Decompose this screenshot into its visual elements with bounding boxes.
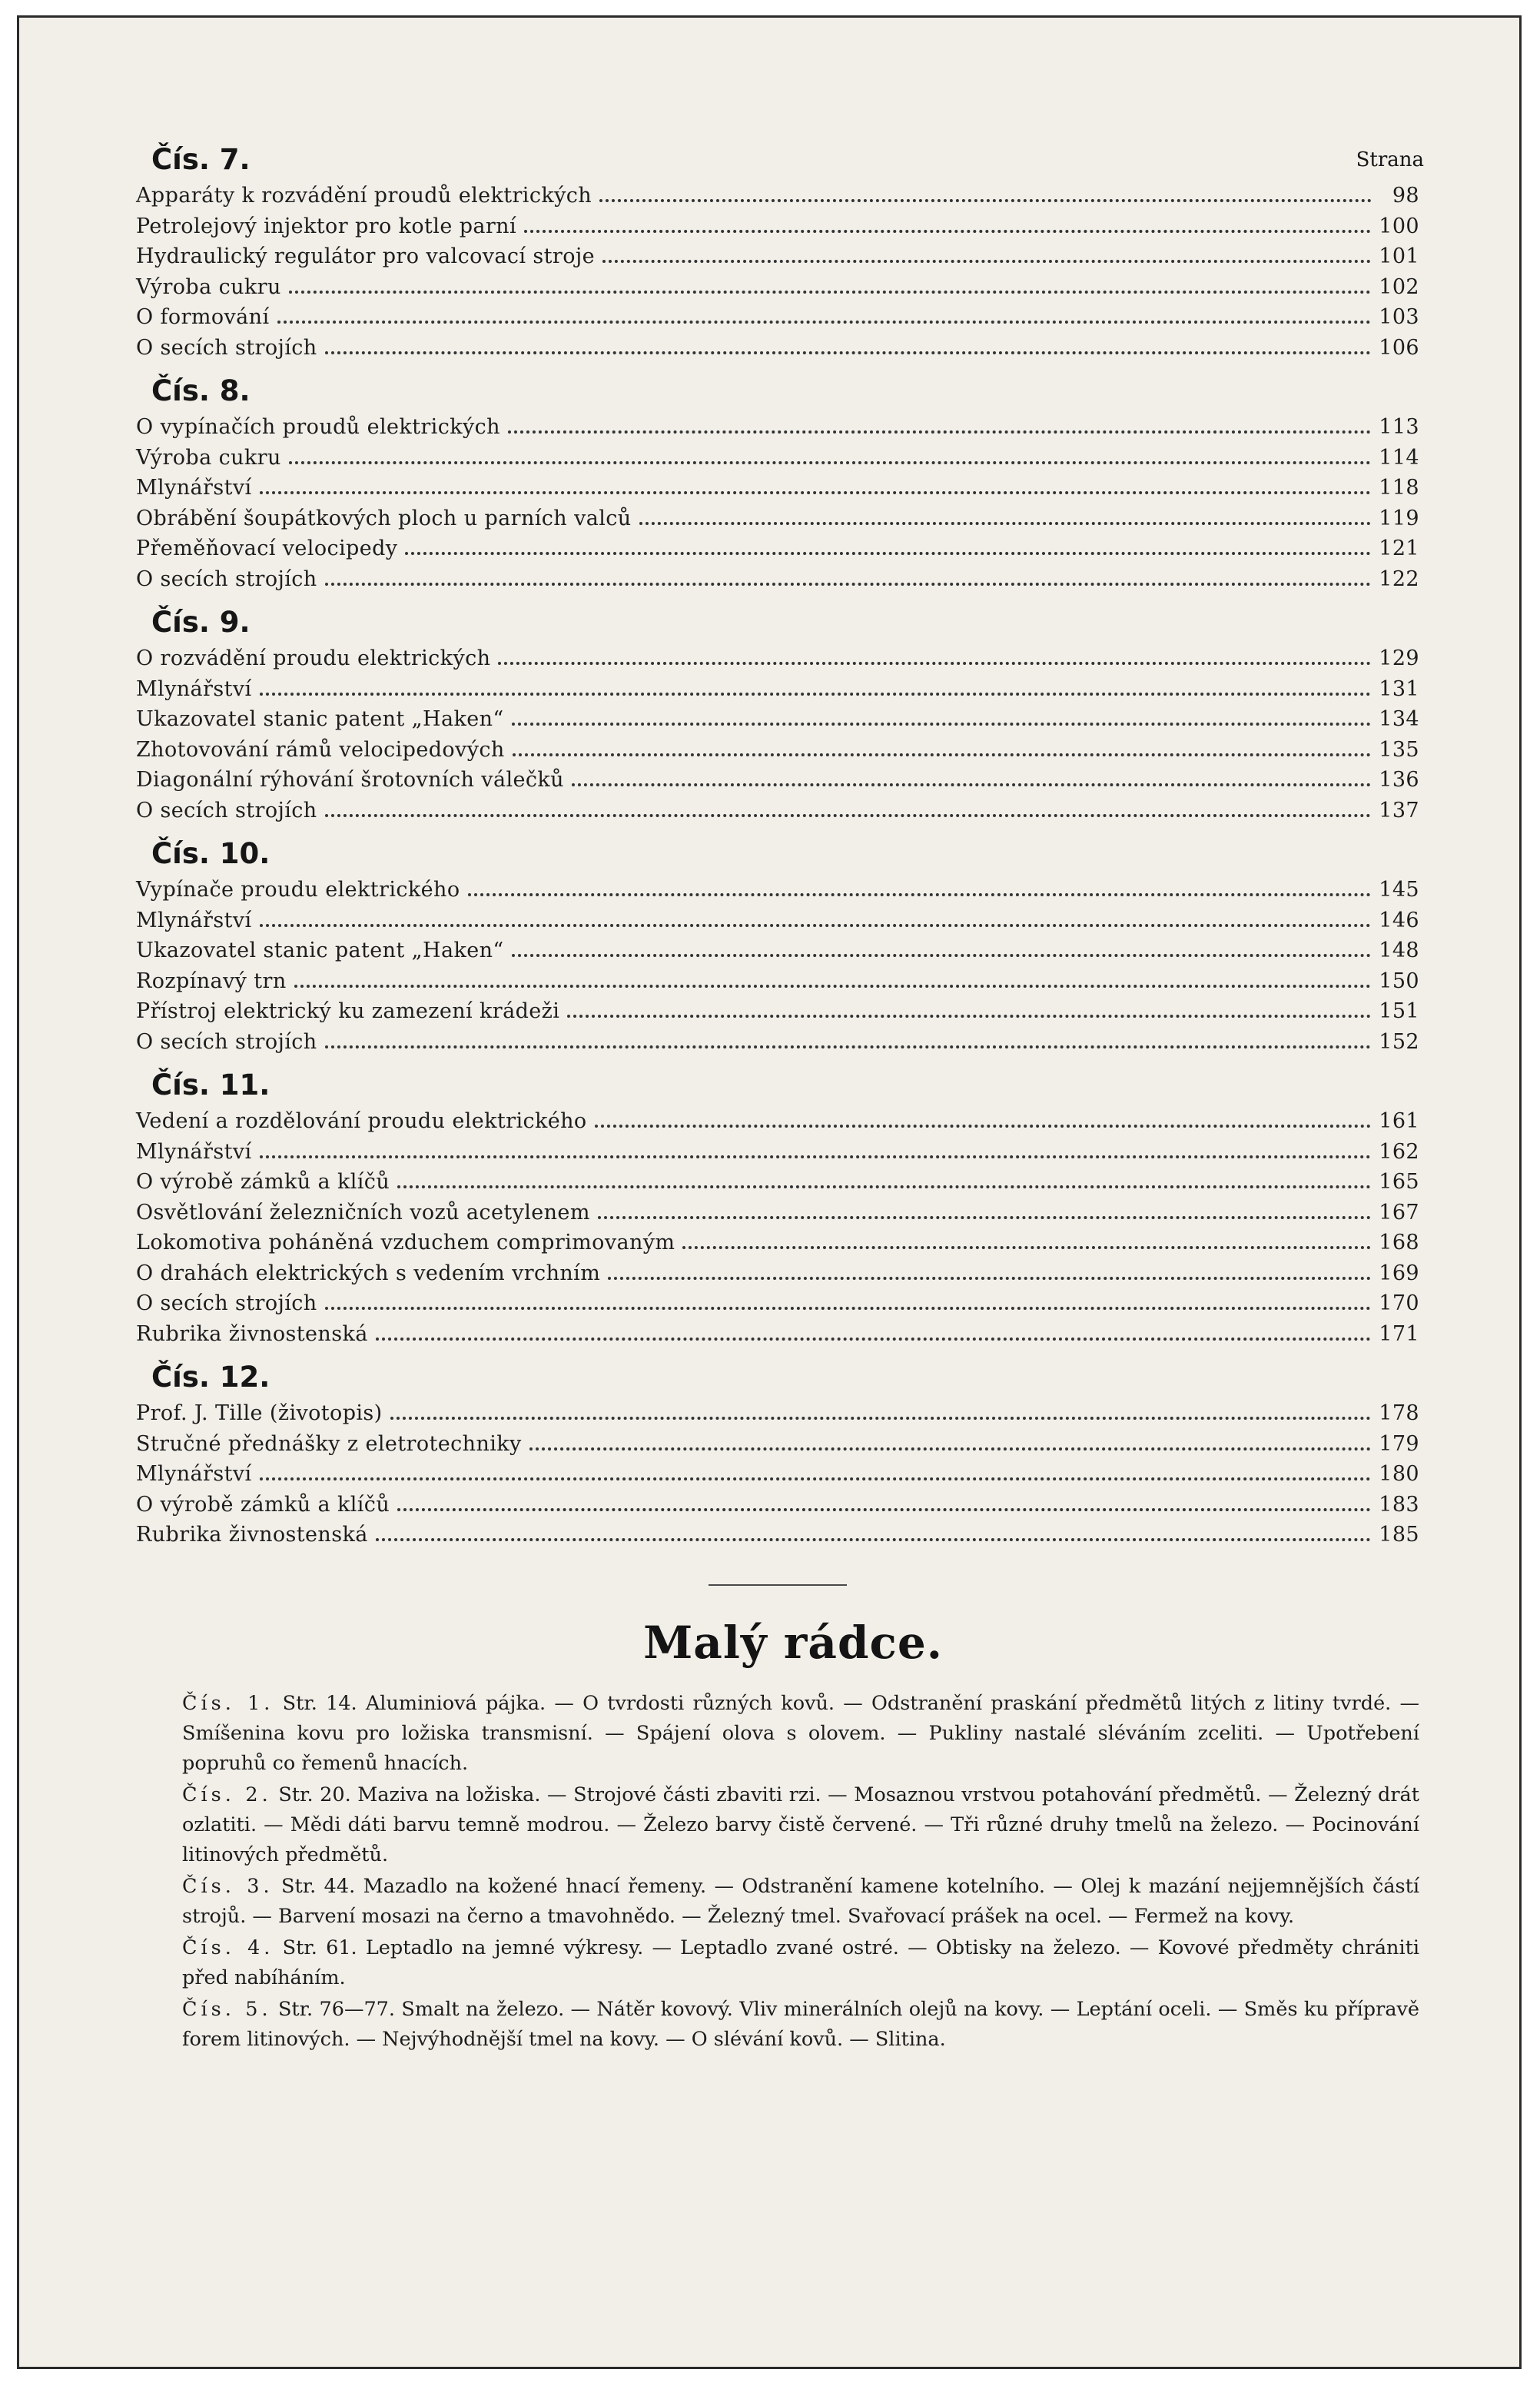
issue-heading: Čís. 8. [151,374,251,407]
toc-title: Hydraulický regulátor pro valcovací stroje [136,244,596,268]
toc-title: Výroba cukru [136,445,281,470]
toc-list [136,1109,1419,1352]
toc-page: 145 [1379,878,1419,902]
toc-entry [136,1231,1419,1261]
radce-paragraph [136,1872,1419,1932]
toc-title: Osvětlování železničních vozů acetylenem [136,1200,590,1225]
dot-leader [512,723,1372,726]
toc-title: O výrobě zámků a klíčů [136,1492,390,1517]
toc-entry [136,1493,1419,1524]
radce-paragraph [136,1995,1419,2055]
dot-leader [512,954,1372,957]
issue-label: Čís. 5. [182,1997,272,2021]
toc-list [136,878,1419,1060]
dot-leader [260,1155,1372,1158]
radce-text: Str. 61. Leptadlo na jemné výkresy. — Leptadlo zvané ostré. — Obtisky na železo. — Kovové předměty chrániti před nabíháním. [182,1936,1419,1989]
dot-leader [260,924,1372,927]
dot-leader [325,1045,1372,1048]
toc-page: 100 [1379,214,1419,238]
dot-leader [599,199,1372,202]
toc-page: 131 [1379,676,1419,701]
toc-page: 170 [1379,1291,1419,1315]
dot-leader [498,662,1371,665]
toc-title: O secích strojích [136,798,317,822]
toc-entry [136,969,1419,1000]
toc-page: 137 [1379,798,1419,822]
issue-heading: Čís. 12. [151,1361,270,1394]
toc-entry [136,275,1419,306]
toc-page: 162 [1379,1139,1419,1164]
toc-page: 151 [1379,999,1419,1023]
toc-title: Rubrika živnostenská [136,1321,368,1346]
toc-entry [136,1170,1419,1201]
toc-entry [136,1291,1419,1322]
toc-title: Apparáty k rozvádění proudů elektrických [136,184,592,208]
toc-page: 119 [1379,506,1419,530]
toc-title: Petrolejový injektor pro kotle parní [136,214,517,238]
radce-paragraph [136,1933,1419,1993]
toc-title: O secích strojích [136,567,317,591]
toc-entry [136,567,1419,598]
toc-entry [136,1432,1419,1463]
toc-entry [136,1401,1419,1432]
toc-entry [136,537,1419,567]
dot-leader [405,552,1371,555]
dot-leader [468,893,1372,896]
toc-entry [136,939,1419,969]
issue-label: Čís. 2. [182,1783,272,1806]
toc-title: Lokomotiva poháněná vzduchem comprimovaným [136,1231,675,1254]
toc-entry [136,415,1419,446]
dot-leader [513,753,1372,756]
toc-page: 113 [1379,415,1419,439]
toc-entry [136,799,1419,829]
issue-number: Čís. 7. [151,143,251,176]
toc-entry [136,1261,1419,1292]
dot-leader [260,693,1372,696]
issue-heading: Čís. 10. [151,837,270,870]
toc-page: 152 [1379,1029,1419,1054]
issue-label: Čís. 3. [182,1874,274,1898]
dot-leader [277,321,1372,324]
toc-title: Přeměňovací velocipedy [136,537,398,560]
strana-label: Strana [1356,148,1424,171]
toc-title: Mlynářství [136,1139,252,1164]
toc-title: Výroba cukru [136,274,281,299]
toc-title: Mlynářství [136,476,252,500]
toc-title: Diagonální rýhování šrotovních válečků [136,768,564,792]
toc-entry [136,476,1419,507]
toc-page: 171 [1379,1321,1419,1346]
dot-leader [325,583,1372,586]
toc-title: O secích strojích [136,1029,317,1054]
issue-label: Čís. 1. [182,1691,274,1715]
toc-title: Stručné přednášky z eletrotechniky [136,1431,522,1456]
toc-list [136,1401,1419,1554]
toc-entry [136,336,1419,367]
dot-leader [567,1015,1371,1018]
toc-page: 148 [1379,939,1419,962]
dot-leader [639,522,1372,525]
toc-page: 118 [1379,476,1419,500]
toc-title: Prof. J. Tille (životopis) [136,1401,383,1425]
toc-title: Ukazovatel stanic patent „Haken“ [136,939,504,962]
toc-title: Mlynářství [136,1462,252,1486]
toc-entry [136,909,1419,939]
radce-text: Str. 44. Mazadlo na kožené hnací řemeny. — Odstranění kamene kotelního. — Olej k mazání nejjemnějších částí strojů. — Barvení mosazi na černo a tmavohnědo. — Železný tmel. Svařovací prášek na ocel. — Fermež na kovy. [182,1874,1420,1928]
toc-title: Rozpínavý trn [136,969,287,993]
toc-title: O secích strojích [136,1291,317,1315]
toc-title: O formování [136,305,270,329]
toc-page: 135 [1379,737,1419,762]
dot-leader [260,491,1372,494]
dot-leader [608,1277,1371,1280]
toc-entry [136,1030,1419,1061]
dot-leader [260,1477,1372,1480]
toc-entry [136,768,1419,799]
radce-text: Str. 20. Maziva na ložiska. — Strojové části zbaviti rzi. — Mosaznou vrstvou potahování předmětů. — Železný drát ozlatiti. — Mědi dáti barvu temně modrou. — Železo barvy čistě červené. — Tři různé druhy tmelů na železo. — Pocinování litinových předmětů. [182,1783,1419,1866]
page-content [136,142,1424,2056]
dot-leader [376,1338,1372,1341]
dot-leader [325,351,1372,354]
dot-leader [524,230,1371,233]
toc-page: 106 [1379,335,1419,360]
toc-entry [136,707,1419,738]
dot-leader [397,1185,1371,1188]
dot-leader [325,814,1372,817]
toc-page: 168 [1379,1231,1419,1254]
toc-page: 103 [1379,305,1419,329]
toc-page: 167 [1379,1200,1419,1225]
radce-paragraph [136,1780,1419,1870]
toc-entry [136,1523,1419,1554]
toc-entry [136,999,1419,1030]
issue-label: Čís. 4. [182,1936,274,1959]
toc-title: O vypínačích proudů elektrických [136,415,500,439]
toc-title: Ukazovatel stanic patent „Haken“ [136,707,504,731]
toc-entry [136,677,1419,708]
toc-entry [136,244,1419,275]
dot-leader [294,985,1372,988]
radce-section [136,1689,1419,2055]
toc-page: 102 [1379,274,1419,299]
toc-entry [136,878,1419,909]
toc-entry [136,1201,1419,1231]
radce-text: Str. 14. Aluminiová pájka. — O tvrdosti různých kovů. — Odstranění praskání předmětů litých z litiny tvrdé. — Smíšenina kovu pro ložiska transmisní. — Spájení olova s olovem. — Pukliny nastalé sléváním zceliti. — Upotřebení popruhů co řemenů hnacích. [182,1691,1420,1775]
dot-leader [595,1125,1372,1128]
toc-entry [136,305,1419,336]
toc-page: 101 [1379,244,1419,268]
toc-page: 146 [1379,908,1419,932]
toc-entry [136,1140,1419,1171]
dot-leader [572,783,1371,786]
toc-page: 114 [1379,445,1419,470]
dot-leader [376,1538,1372,1541]
toc-title: Mlynářství [136,676,252,701]
toc-page: 136 [1379,768,1419,792]
toc-title: Vypínače proudu elektrického [136,878,460,902]
toc-page: 121 [1379,537,1419,560]
toc-entry [136,1462,1419,1493]
toc-title: O secích strojích [136,335,317,360]
toc-page: 180 [1379,1462,1419,1486]
toc-page: 161 [1379,1109,1419,1133]
toc-title: Rubrika živnostenská [136,1523,368,1547]
dot-leader [682,1246,1371,1249]
issue-heading: Čís. 11. [151,1068,270,1102]
dot-leader [390,1417,1372,1420]
dot-leader [397,1508,1371,1511]
toc-page: 98 [1392,184,1419,208]
dot-leader [289,461,1371,464]
toc-entry [136,507,1419,537]
toc-entry [136,738,1419,769]
toc-page: 178 [1379,1401,1419,1425]
issue-heading [151,142,1424,178]
dot-leader [508,430,1371,434]
toc-entry [136,646,1419,677]
issue-heading: Čís. 9. [151,606,251,639]
toc-page: 179 [1379,1431,1419,1456]
toc-title: Obrábění šoupátkových ploch u parních valců [136,506,632,530]
toc-page: 169 [1379,1261,1419,1285]
toc-page: 165 [1379,1170,1419,1194]
toc-title: O drahách elektrických s vedením vrchním [136,1261,601,1285]
radce-text: Str. 76—77. Smalt na železo. — Nátěr kovový. Vliv minerálních olejů na kovy. — Leptání oceli. — Směs ku přípravě forem litinových. — Nejvýhodnější tmel na kovy. — O slévání kovů. — Slitina. [182,1997,1420,2051]
toc-title: Vedení a rozdělování proudu elektrického [136,1109,587,1133]
toc-list [136,415,1419,597]
toc-title: Zhotovování rámů velocipedových [136,737,505,762]
toc-entry [136,214,1419,245]
toc-page: 129 [1379,646,1419,670]
dot-leader [602,260,1371,263]
toc-title: Mlynářství [136,908,252,932]
dot-leader [598,1216,1371,1219]
document-page [17,15,1522,2369]
toc-page: 185 [1379,1523,1419,1547]
dot-leader [289,291,1371,294]
toc-list [136,646,1419,829]
toc-page: 183 [1379,1492,1419,1517]
toc-title: O rozvádění proudu elektrických [136,646,491,670]
dot-leader [529,1447,1372,1451]
toc-page: 150 [1379,969,1419,993]
section-divider [709,1584,847,1586]
toc-entry [136,1109,1419,1140]
toc-title: Přístroj elektrický ku zamezení krádeži [136,999,560,1023]
toc-entry [136,446,1419,477]
dot-leader [325,1307,1372,1310]
toc-page: 122 [1379,567,1419,591]
toc-list [136,184,1419,366]
section-title: Malý rádce. [643,1616,943,1669]
toc-entry [136,184,1419,214]
radce-paragraph [136,1689,1419,1779]
toc-entry [136,1322,1419,1353]
toc-title: O výrobě zámků a klíčů [136,1170,390,1194]
toc-page: 134 [1379,707,1419,731]
